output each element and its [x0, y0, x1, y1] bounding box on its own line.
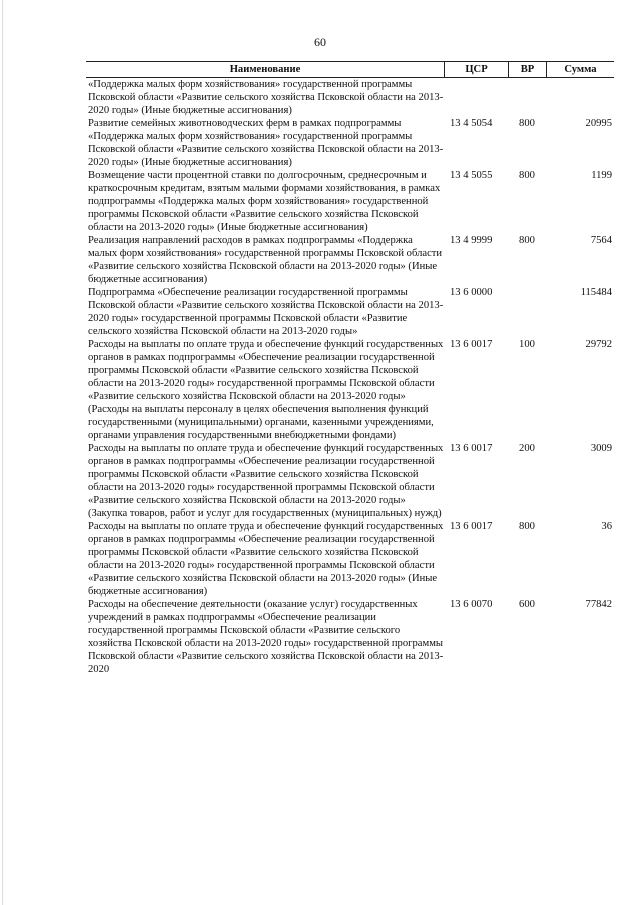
table-body: [86, 78, 614, 676]
header-vr: ВР: [508, 62, 546, 77]
budget-table: [86, 61, 614, 676]
row-vr-cell: 800: [519, 235, 535, 246]
row-name-cell: Расходы на выплаты по оплате труда и обеспечение функций государственных органов в рамках подпрограммы «Обеспечение реализации государственной программы Псковской области «Развитие сельского хозяйства Псковской области на 2013-2020 годы» государственной программы Псковской области «Развитие сельского хозяйства Псковской области на 2013-2020 годы» (Иные бюджетные ассигнования): [88, 521, 444, 597]
table-row: [86, 442, 614, 520]
row-csr-cell: [444, 78, 508, 117]
row-name-cell: Расходы на обеспечение деятельности (оказание услуг) государственных учреждений в рамках подпрограммы «Обеспечение реализации государственной программы Псковской области «Развитие сельского хозяйства Псковской области на 2013-2020 годы» государственной программы Псковской области «Развитие сельского хозяйства Псковской области на 2013-2020: [88, 599, 444, 675]
table-header-row: [86, 61, 614, 78]
row-vr-cell: 800: [519, 521, 535, 532]
page-number: 60: [314, 35, 326, 49]
row-csr-cell: 13 4 9999: [450, 235, 493, 246]
row-vr-cell: [508, 78, 546, 117]
scan-edge-line: [2, 0, 3, 905]
row-name-cell: Возмещение части процентной ставки по долгосрочным, среднесрочным и краткосрочным кредитам, взятым малыми формами хозяйствования, в рамках подпрограммы «Поддержка малых форм хозяйствования» государственной программы Псковской области «Развитие сельского хозяйства Псковской области на 2013-2020 годы» (Иные бюджетные ассигнования): [88, 170, 441, 233]
row-csr-cell: 13 6 0017: [450, 339, 493, 350]
row-sum-cell: 36: [601, 521, 612, 532]
table-row: [86, 520, 614, 598]
header-sum: Сумма: [546, 62, 614, 77]
table-row: [86, 169, 614, 234]
row-sum-cell: 1199: [591, 170, 612, 181]
row-sum-cell: 7564: [590, 235, 612, 246]
row-name-cell: «Поддержка малых форм хозяйствования» государственной программы Псковской области «Развитие сельского хозяйства Псковской области на 2013-2020 годы» (Иные бюджетные ассигнования): [88, 79, 444, 116]
row-csr-cell: 13 6 0070: [450, 599, 493, 610]
row-sum-cell: 20995: [585, 118, 612, 129]
row-sum-cell: 3009: [590, 443, 612, 454]
row-vr-cell: 100: [519, 339, 535, 350]
row-vr-cell: [508, 286, 546, 338]
row-name-cell: Расходы на выплаты по оплате труда и обеспечение функций государственных органов в рамках подпрограммы «Обеспечение реализации государственной программы Псковской области «Развитие сельского хозяйства Псковской области на 2013-2020 годы» государственной программы Псковской области «Развитие сельского хозяйства Псковской области на 2013-2020 годы» (Расходы на выплаты персоналу в целях обеспечения выполнения функций государственными (муниципальными) органами, казенными учреждениями, органами управления государственными внебюджетными фондами): [88, 339, 444, 441]
table-row: [86, 286, 614, 338]
row-csr-cell: 13 4 5055: [450, 170, 493, 181]
table-row: [86, 234, 614, 286]
row-vr-cell: 800: [519, 170, 535, 181]
row-name-cell: Подпрограмма «Обеспечение реализации государственной программы Псковской области «Развитие сельского хозяйства Псковской области на 2013-2020 годы» государственной программы Псковской области «Развитие сельского хозяйства Псковской области на 2013-2020 годы»: [88, 287, 444, 337]
row-sum-cell: 115484: [580, 287, 612, 298]
table-row: [86, 78, 614, 117]
row-vr-cell: 200: [519, 443, 535, 454]
row-vr-cell: 800: [519, 118, 535, 129]
header-name: Наименование: [229, 64, 301, 75]
row-name-cell: Расходы на выплаты по оплате труда и обеспечение функций государственных органов в рамках подпрограммы «Обеспечение реализации государственной программы Псковской области «Развитие сельского хозяйства Псковской области на 2013-2020 годы» государственной программы Псковской области «Развитие сельского хозяйства Псковской области на 2013-2020 годы» (Закупка товаров, работ и услуг для государственных (муниципальных) нужд): [88, 443, 444, 519]
row-csr-cell: 13 6 0000: [450, 287, 493, 298]
row-csr-cell: 13 6 0017: [450, 443, 493, 454]
row-csr-cell: 13 6 0017: [450, 521, 493, 532]
table-row: [86, 338, 614, 442]
header-csr: ЦСР: [444, 62, 508, 77]
row-name-cell: Развитие семейных животноводческих ферм в рамках подпрограммы «Поддержка малых форм хозяйствования» государственной программы Псковской области «Развитие сельского хозяйства Псковской области на 2013-2020 годы» (Иные бюджетные ассигнования): [88, 118, 444, 168]
row-vr-cell: 600: [519, 599, 535, 610]
table-row: [86, 598, 614, 676]
row-sum-cell: 29792: [585, 339, 612, 350]
row-name-cell: Реализация направлений расходов в рамках подпрограммы «Поддержка малых форм хозяйствования» государственной программы Псковской области «Развитие сельского хозяйства Псковской области на 2013-2020 годы» (Иные бюджетные ассигнования): [88, 235, 443, 285]
table-row: [86, 117, 614, 169]
row-sum-cell: [546, 78, 614, 117]
row-sum-cell: 77842: [585, 599, 612, 610]
row-csr-cell: 13 4 5054: [450, 118, 493, 129]
